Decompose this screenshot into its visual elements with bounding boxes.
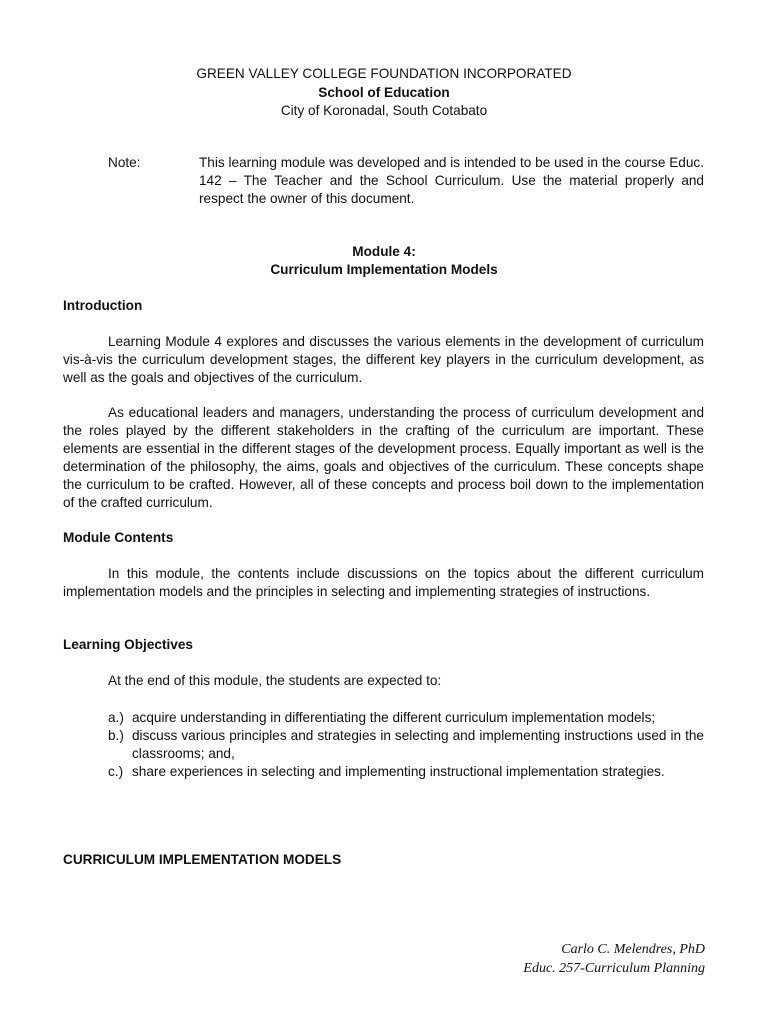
signature-block [523, 941, 705, 978]
module-title [0, 243, 768, 279]
module-contents-heading-block [63, 529, 704, 547]
module-contents-paragraph-block [63, 565, 704, 601]
list-item-text: share experiences in selecting and implementing instructional implementation strategies. [132, 764, 665, 779]
list-item [108, 763, 704, 781]
introduction-paragraph-2-block [63, 404, 704, 512]
institution-name: GREEN VALLEY COLLEGE FOUNDATION INCORPORATED [196, 66, 572, 81]
introduction-heading: Introduction [63, 298, 143, 313]
note-block [108, 154, 704, 208]
introduction-paragraph: Learning Module 4 explores and discusses the various elements in the development of curriculum vis-à-vis the curriculum development stages, the different key players in the curriculum development, as well as the goals and objectives of the curriculum. [63, 334, 704, 385]
list-marker: b.) [108, 728, 124, 743]
introduction-paragraph-1-block [63, 333, 704, 387]
author-course: Educ. 257-Curriculum Planning [523, 960, 705, 976]
note-text: This learning module was developed and is intended to be used in the course Educ. 142 – The Teacher and the School Curriculum. Use the material properly and respect the owner of this document. [199, 155, 704, 206]
section-heading-block [63, 851, 704, 869]
note-label: Note: [108, 155, 141, 170]
module-contents-heading: Module Contents [63, 530, 174, 545]
objectives-list [108, 709, 704, 781]
list-marker: a.) [108, 710, 124, 725]
learning-objectives-heading: Learning Objectives [63, 637, 193, 652]
module-number: Module 4: [352, 244, 416, 259]
list-item [108, 727, 704, 763]
list-marker: c.) [108, 764, 124, 779]
module-name: Curriculum Implementation Models [270, 262, 498, 277]
section-heading: CURRICULUM IMPLEMENTATION MODELS [63, 852, 342, 867]
learning-objectives-intro: At the end of this module, the students are expected to: [108, 673, 442, 688]
introduction-paragraph: As educational leaders and managers, understanding the process of curriculum development and the roles played by the different stakeholders in the crafting of the curriculum are important. These elements are essential in the different stages of the development process. Equally important as well is the determination of the philosophy, the aims, goals and objectives of the curriculum. These concepts shape the curriculum to be crafted. However, all of these concepts and process boil down to the implementation of the crafted curriculum. [63, 405, 704, 510]
document-header [0, 65, 768, 121]
learning-objectives-heading-block [63, 636, 704, 654]
module-contents-paragraph: In this module, the contents include discussions on the topics about the different curriculum implementation models and the principles in selecting and implementing strategies of instructions. [63, 566, 704, 599]
school-location: City of Koronadal, South Cotabato [280, 103, 488, 118]
list-item-text: acquire understanding in differentiating the different curriculum implementation models; [132, 710, 656, 725]
list-item-text: discuss various principles and strategies in selecting and implementing instructions used in the classrooms; and, [132, 728, 704, 761]
introduction-heading-block [63, 297, 704, 315]
list-item [108, 709, 704, 727]
school-name: School of Education [318, 84, 450, 100]
learning-objectives-intro-block [63, 672, 704, 690]
author-name: Carlo C. Melendres, PhD [561, 942, 705, 957]
